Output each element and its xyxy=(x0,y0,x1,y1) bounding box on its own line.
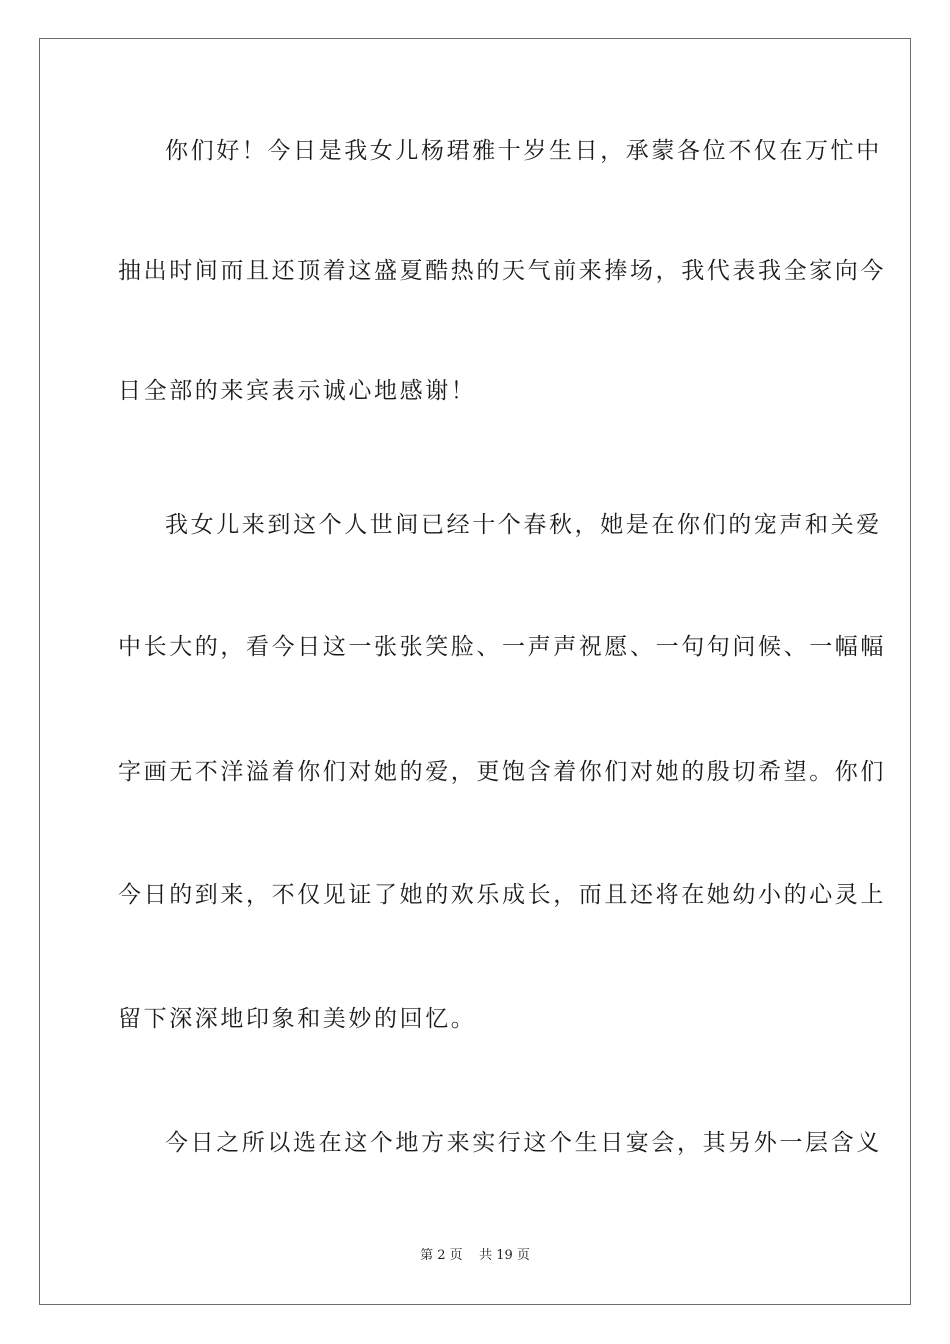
paragraph-2-line-3: 字画无不洋溢着你们对她的爱，更饱含着你们对她的殷切希望。你们 xyxy=(118,759,886,785)
page-number-footer: 第 2 页 共 19 页 xyxy=(420,1248,530,1263)
page-border xyxy=(39,38,911,1305)
paragraph-1-line-1: 你们好！今日是我女儿杨珺雅十岁生日，承蒙各位不仅在万忙中 xyxy=(165,138,882,164)
paragraph-2-line-2: 中长大的，看今日这一张张笑脸、一声声祝愿、一句句问候、一幅幅 xyxy=(118,634,886,660)
paragraph-1-line-2: 抽出时间而且还顶着这盛夏酷热的天气前来捧场，我代表我全家向今 xyxy=(118,258,886,284)
paragraph-3-line-1: 今日之所以选在这个地方来实行这个生日宴会，其另外一层含义 xyxy=(165,1130,882,1156)
paragraph-2-line-5: 留下深深地印象和美妙的回忆。 xyxy=(118,1006,477,1032)
paragraph-2-line-1: 我女儿来到这个人世间已经十个春秋，她是在你们的宠声和关爱 xyxy=(165,512,882,538)
paragraph-2-line-4: 今日的到来，不仅见证了她的欢乐成长，而且还将在她幼小的心灵上 xyxy=(118,882,886,908)
paragraph-1-line-3: 日全部的来宾表示诚心地感谢！ xyxy=(118,378,477,404)
